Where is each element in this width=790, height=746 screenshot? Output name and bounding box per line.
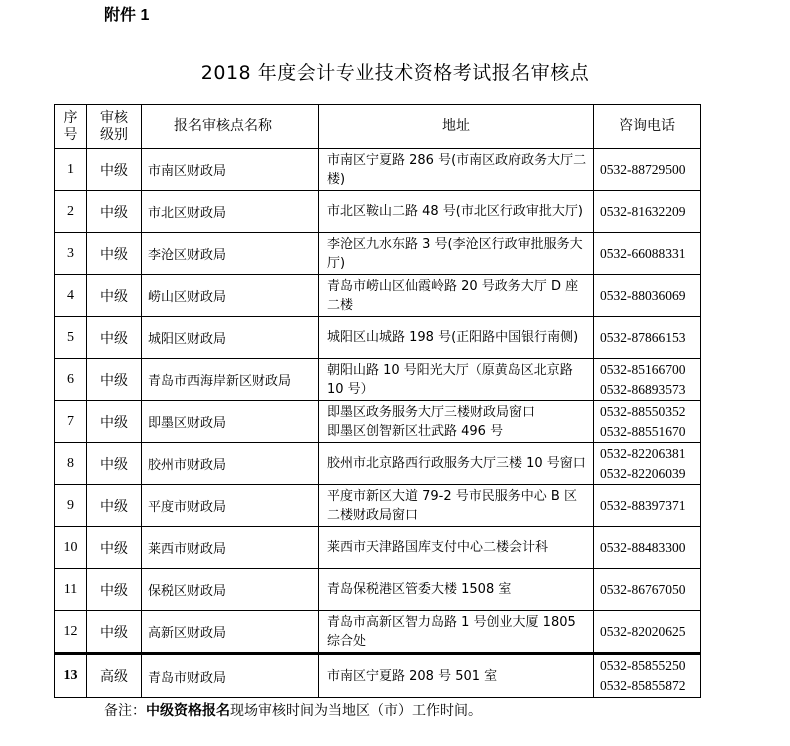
attachment-label: 附件 1 (104, 7, 150, 24)
phone-number: 0532-86767050 (600, 581, 686, 597)
row-level: 中级 (87, 485, 142, 527)
phone-number: 0532-88036069 (600, 287, 686, 303)
row-address: 青岛保税港区管委大楼 1508 室 (319, 569, 594, 611)
row-address: 市北区鞍山二路 48 号(市北区行政审批大厅) (319, 191, 594, 233)
phone-number: 0532-88551670 (600, 423, 686, 439)
row-address (319, 401, 594, 443)
row-name: 即墨区财政局 (142, 401, 319, 443)
row-name: 崂山区财政局 (142, 275, 319, 317)
table-header-row (55, 105, 701, 149)
note-suffix: 现场审核时间为当地区（市）工作时间。 (230, 703, 482, 719)
document-title: 2018 年度会计专业技术资格考试报名审核点 (200, 62, 590, 84)
row-seq: 10 (55, 527, 87, 569)
phone-number: 0532-85855250 (600, 658, 686, 673)
header-address: 地址 (319, 105, 594, 149)
row-level: 中级 (87, 233, 142, 275)
header-level: 审核级别 (87, 105, 142, 149)
table-row (55, 611, 701, 654)
row-phone (594, 191, 701, 233)
table-row (55, 233, 701, 275)
table-row (55, 275, 701, 317)
row-level: 中级 (87, 317, 142, 359)
table-row (55, 485, 701, 527)
address-line: 即墨区政务服务大厅三楼财政局窗口 (327, 404, 536, 420)
phone-number: 0532-86893573 (600, 381, 686, 397)
table-row (55, 527, 701, 569)
review-points-table (54, 104, 701, 698)
row-level: 中级 (87, 401, 142, 443)
row-address: 莱西市天津路国库支付中心二楼会计科 (319, 527, 594, 569)
phone-number: 0532-88729500 (600, 161, 686, 177)
row-seq: 6 (55, 359, 87, 401)
row-level: 中级 (87, 611, 142, 654)
table-row (55, 149, 701, 191)
address-line: 即墨区创智新区壮武路 496 号 (327, 423, 504, 439)
row-level: 中级 (87, 527, 142, 569)
row-address: 青岛市高新区智力岛路 1 号创业大厦 1805 综合处 (319, 611, 594, 654)
row-phone (594, 275, 701, 317)
row-phone (594, 359, 701, 401)
row-name: 市南区财政局 (142, 149, 319, 191)
row-phone (594, 317, 701, 359)
row-seq: 9 (55, 485, 87, 527)
row-name: 城阳区财政局 (142, 317, 319, 359)
note-bold: 中级资格报名 (146, 703, 230, 719)
row-seq: 11 (55, 569, 87, 611)
row-seq: 4 (55, 275, 87, 317)
phone-number: 0532-66088331 (600, 245, 686, 261)
row-name: 青岛市西海岸新区财政局 (142, 359, 319, 401)
row-seq: 13 (55, 654, 87, 698)
phone-number: 0532-82206381 (600, 445, 686, 461)
header-seq: 序号 (55, 105, 87, 149)
row-phone (594, 233, 701, 275)
row-seq: 1 (55, 149, 87, 191)
note-prefix: 备注： (104, 703, 146, 719)
row-level: 高级 (87, 654, 142, 698)
row-name: 莱西市财政局 (142, 527, 319, 569)
table-row (55, 569, 701, 611)
row-phone (594, 527, 701, 569)
table-row (55, 443, 701, 485)
row-level: 中级 (87, 149, 142, 191)
row-level: 中级 (87, 443, 142, 485)
row-name: 市北区财政局 (142, 191, 319, 233)
row-address: 市南区宁夏路 208 号 501 室 (319, 654, 594, 698)
row-seq: 12 (55, 611, 87, 654)
phone-number: 0532-85166700 (600, 361, 686, 377)
row-phone (594, 485, 701, 527)
table-row (55, 317, 701, 359)
phone-number: 0532-87866153 (600, 329, 686, 345)
row-seq: 5 (55, 317, 87, 359)
phone-number: 0532-88483300 (600, 539, 686, 555)
row-address: 城阳区山城路 198 号(正阳路中国银行南侧) (319, 317, 594, 359)
row-seq: 7 (55, 401, 87, 443)
row-phone (594, 149, 701, 191)
phone-number: 0532-88397371 (600, 497, 686, 513)
row-name: 青岛市财政局 (142, 654, 319, 698)
row-seq: 3 (55, 233, 87, 275)
row-name: 李沧区财政局 (142, 233, 319, 275)
row-seq: 2 (55, 191, 87, 233)
row-name: 平度市财政局 (142, 485, 319, 527)
row-name: 高新区财政局 (142, 611, 319, 654)
header-name: 报名审核点名称 (142, 105, 319, 149)
phone-number: 0532-88550352 (600, 403, 686, 419)
row-name: 保税区财政局 (142, 569, 319, 611)
row-phone (594, 654, 701, 698)
row-address: 市南区宁夏路 286 号(市南区政府政务大厅二楼) (319, 149, 594, 191)
table-row (55, 191, 701, 233)
row-name: 胶州市财政局 (142, 443, 319, 485)
row-address: 青岛市崂山区仙霞岭路 20 号政务大厅 D 座二楼 (319, 275, 594, 317)
phone-number: 0532-82206039 (600, 465, 686, 481)
table-row (55, 401, 701, 443)
row-phone (594, 443, 701, 485)
phone-number: 0532-82020625 (600, 623, 686, 639)
phone-number: 0532-81632209 (600, 203, 686, 219)
table-row-senior (55, 654, 701, 698)
row-address: 平度市新区大道 79-2 号市民服务中心 B 区二楼财政局窗口 (319, 485, 594, 527)
row-seq: 8 (55, 443, 87, 485)
table-row (55, 359, 701, 401)
row-phone (594, 611, 701, 654)
row-address: 胶州市北京路西行政服务大厅三楼 10 号窗口 (319, 443, 594, 485)
row-phone (594, 401, 701, 443)
header-phone: 咨询电话 (594, 105, 701, 149)
phone-number: 0532-85855872 (600, 678, 686, 693)
row-level: 中级 (87, 569, 142, 611)
row-address: 李沧区九水东路 3 号(李沧区行政审批服务大厅) (319, 233, 594, 275)
footnote (104, 700, 482, 720)
row-address: 朝阳山路 10 号阳光大厅（原黄岛区北京路 10 号） (319, 359, 594, 401)
row-phone (594, 569, 701, 611)
row-level: 中级 (87, 359, 142, 401)
row-level: 中级 (87, 275, 142, 317)
row-level: 中级 (87, 191, 142, 233)
